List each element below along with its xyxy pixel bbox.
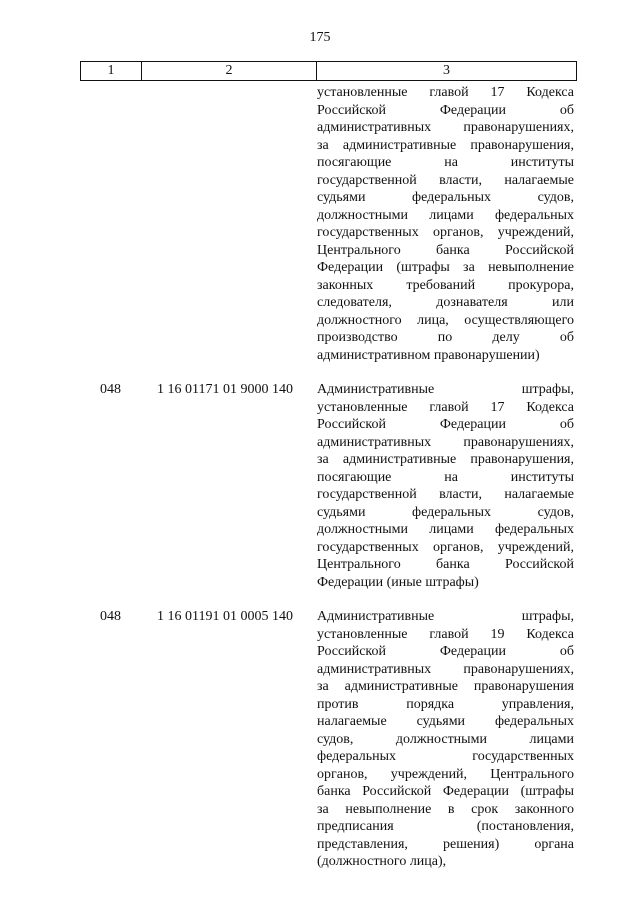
description-line: должностного лица, осуществляющего [317,312,574,328]
description-line: Федерации (штрафы за невыполнение [317,260,574,275]
budget-classification-code: 1 16 01191 01 0005 140 [157,609,293,624]
description-line: производство по делу об [317,330,574,345]
page-number: 175 [309,30,331,45]
table-header-row [80,61,577,81]
description-line: Российской Федерации об [317,102,574,118]
description-line: государственной власти, налагаемые [317,172,574,188]
description-line: государственных органов, учреждений, [317,539,574,555]
row-gap [0,591,640,608]
description-line: административных правонарушениях, [317,661,574,677]
description-line: судьями федеральных судов, [317,504,574,520]
description-line: федеральных государственных [317,749,574,764]
description-line: установленные главой 17 Кодекса [317,85,574,100]
description-line: Административные штрафы, [317,609,574,624]
budget-classification-code: 1 16 01171 01 9000 140 [157,382,293,397]
description-line: посягающие на институты [317,155,574,170]
header-col-1: 1 [81,62,142,80]
description-line: административном правонарушении) [317,347,540,363]
description-line: Административные штрафы, [317,382,574,397]
description-line: посягающие на институты [317,469,574,485]
description-line: следователя, дознавателя или [317,295,574,310]
revenue-description [317,608,574,871]
description-line: судов, должностными лицами [317,731,574,747]
description-line: Центрального банка Российской [317,242,574,258]
table-row [0,84,640,364]
description-line: против порядка управления, [317,696,574,712]
description-line: за невыполнение в срок законного [317,801,574,817]
description-line: государственных органов, учреждений, [317,225,574,240]
description-line: судьями федеральных судов, [317,190,574,205]
description-line: Центрального банка Российской [317,557,574,572]
revenue-description [317,84,574,364]
description-line: представления, решения) органа [317,836,574,852]
description-line: должностными лицами федеральных [317,207,574,223]
table-row [0,381,640,591]
description-line: Федерации (иные штрафы) [317,574,479,590]
admin-code: 048 [100,382,121,397]
description-line: за административные правонарушения [317,679,574,694]
description-line: установленные главой 19 Кодекса [317,626,574,642]
row-gap [0,364,640,381]
revenue-description [317,381,574,591]
description-line: законных требований прокурора, [317,277,574,293]
description-line: Российской Федерации об [317,417,574,432]
description-line: (должностного лица), [317,854,447,869]
description-line: Российской Федерации об [317,644,574,659]
admin-code: 048 [100,609,121,624]
description-line: за административные правонарушения, [317,452,574,467]
description-line: государственной власти, налагаемые [317,487,574,502]
description-line: административных правонарушениях, [317,120,574,135]
description-line: предписания (постановления, [317,819,574,834]
description-line: за административные правонарушения, [317,137,574,153]
table-row [0,608,640,871]
table-body [0,84,640,871]
header-col-3: 3 [443,63,450,78]
description-line: банка Российской Федерации (штрафы [317,784,574,799]
description-line: должностными лицами федеральных [317,522,574,537]
description-line: административных правонарушениях, [317,434,574,450]
header-col-2: 2 [142,62,317,80]
description-line: налагаемые судьями федеральных [317,714,574,729]
description-line: органов, учреждений, Центрального [317,766,574,782]
description-line: установленные главой 17 Кодекса [317,399,574,415]
